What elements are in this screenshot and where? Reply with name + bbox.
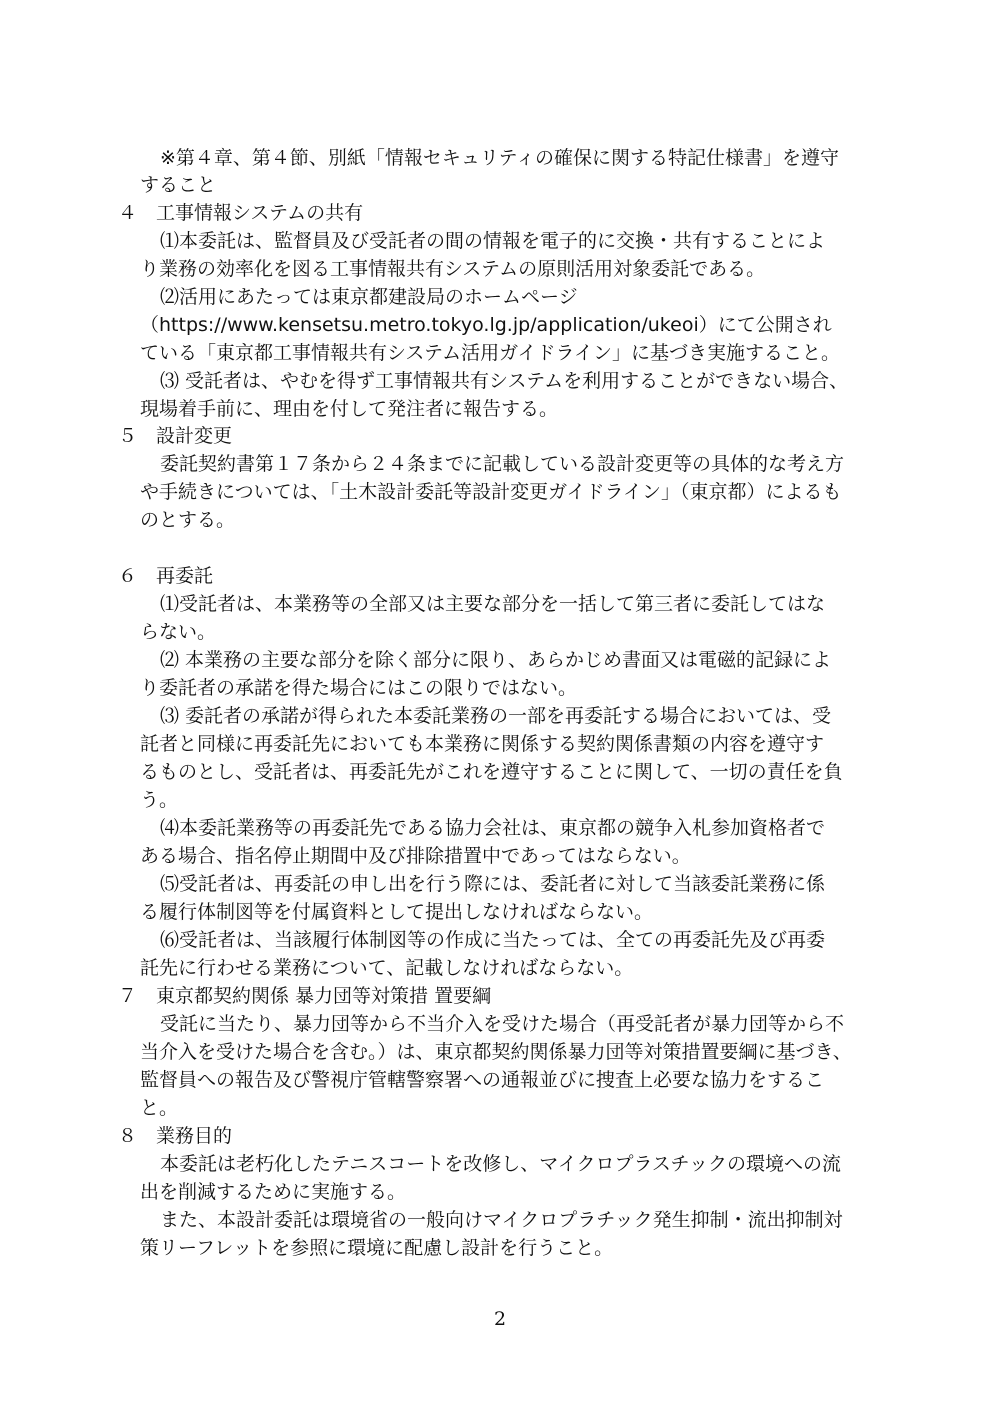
section-heading-6: ６ 再委託 bbox=[118, 565, 214, 587]
section-4-line: 現場着手前に、理由を付して発注者に報告する。 bbox=[140, 398, 559, 420]
section-5-line: 委託契約書第１７条から２４条までに記載している設計変更等の具体的な考え方 bbox=[160, 453, 845, 475]
intro-line-1: ※第４章、第４節、別紙「情報セキュリティの確保に関する特記仕様書」を遵守 bbox=[160, 147, 840, 169]
section-heading-8: ８ 業務目的 bbox=[118, 1125, 233, 1147]
section-6-line: ⑷本委託業務等の再委託先である協力会社は、東京都の競争入札参加資格者で bbox=[160, 817, 826, 839]
section-heading-7: ７ 東京都契約関係 暴力団等対策措 置要綱 bbox=[118, 985, 492, 1007]
section-7-line: 監督員への報告及び警視庁管轄警察署への通報並びに捜査上必要な協力をするこ bbox=[140, 1069, 825, 1091]
section-6-line: ある場合、指名停止期間中及び排除措置中であってはならない。 bbox=[140, 845, 691, 867]
section-6-line: ⑹受託者は、当該履行体制図等の作成に当たっては、全ての再委託先及び再委 bbox=[160, 929, 826, 951]
section-8-line: 出を削減するために実施する。 bbox=[140, 1181, 407, 1203]
section-8-line: 本委託は老朽化したテニスコートを改修し、マイクロプラスチックの環境への流 bbox=[160, 1153, 841, 1175]
section-6-line: う。 bbox=[140, 789, 179, 811]
page-number: 2 bbox=[493, 1308, 507, 1330]
section-6-line: ⑸受託者は、再委託の申し出を行う際には、委託者に対して当該委託業務に係 bbox=[160, 873, 826, 895]
section-7-line: 当介入を受けた場合を含む。）は、東京都契約関係暴力団等対策措置要綱に基づき、 bbox=[140, 1041, 852, 1063]
section-4-line: （https://www.kensetsu.metro.tokyo.lg.jp/application/ukeoi）にて公開され bbox=[140, 314, 832, 336]
section-4-line: り業務の効率化を図る工事情報共有システムの原則活用対象委託である。 bbox=[140, 258, 766, 280]
section-6-line: ⑴受託者は、本業務等の全部又は主要な部分を一括して第三者に委託してはな bbox=[160, 593, 826, 615]
section-7-line: と。 bbox=[140, 1097, 179, 1119]
section-5-line: や手続きについては、「土木設計委託等設計変更ガイドライン」（東京都）によるも bbox=[140, 481, 842, 503]
section-6-line: ⑵ 本業務の主要な部分を除く部分に限り、あらかじめ書面又は電磁的記録によ bbox=[160, 649, 832, 671]
section-6-line: り委託者の承諾を得た場合にはこの限りではない。 bbox=[140, 677, 578, 699]
section-4-line: ている「東京都工事情報共有システム活用ガイドライン」に基づき実施すること。 bbox=[140, 342, 840, 364]
section-8-line: また、本設計委託は環境省の一般向けマイクロプラチック発生抑制・流出抑制対 bbox=[160, 1209, 843, 1231]
section-8-line: 策リーフレットを参照に環境に配慮し設計を行うこと。 bbox=[140, 1237, 614, 1259]
intro-line-2: すること bbox=[140, 174, 217, 196]
section-6-line: る履行体制図等を付属資料として提出しなければならない。 bbox=[140, 901, 654, 923]
section-6-line: 託者と同様に再委託先においても本業務に関係する契約関係書類の内容を遵守す bbox=[140, 733, 825, 755]
section-7-line: 受託に当たり、暴力団等から不当介入を受けた場合（再受託者が暴力団等から不 bbox=[160, 1013, 845, 1035]
section-heading-5: ５ 設計変更 bbox=[118, 425, 233, 447]
section-heading-4: ４ 工事情報システムの共有 bbox=[118, 202, 364, 224]
section-4-line: ⑵活用にあたっては東京都建設局のホームページ bbox=[160, 286, 578, 308]
section-6-line: らない。 bbox=[140, 621, 217, 643]
section-4-line: ⑴本委託は、監督員及び受託者の間の情報を電子的に交換・共有することによ bbox=[160, 230, 826, 252]
section-4-line: ⑶ 受託者は、やむを得ず工事情報共有システムを利用することができない場合、 bbox=[160, 370, 849, 392]
section-5-line: のとする。 bbox=[140, 509, 236, 531]
section-6-line: ⑶ 委託者の承諾が得られた本委託業務の一部を再委託する場合においては、受 bbox=[160, 705, 832, 727]
section-6-line: 託先に行わせる業務について、記載しなければならない。 bbox=[140, 957, 634, 979]
section-6-line: るものとし、受託者は、再委託先がこれを遵守することに関して、一切の責任を負 bbox=[140, 761, 843, 783]
